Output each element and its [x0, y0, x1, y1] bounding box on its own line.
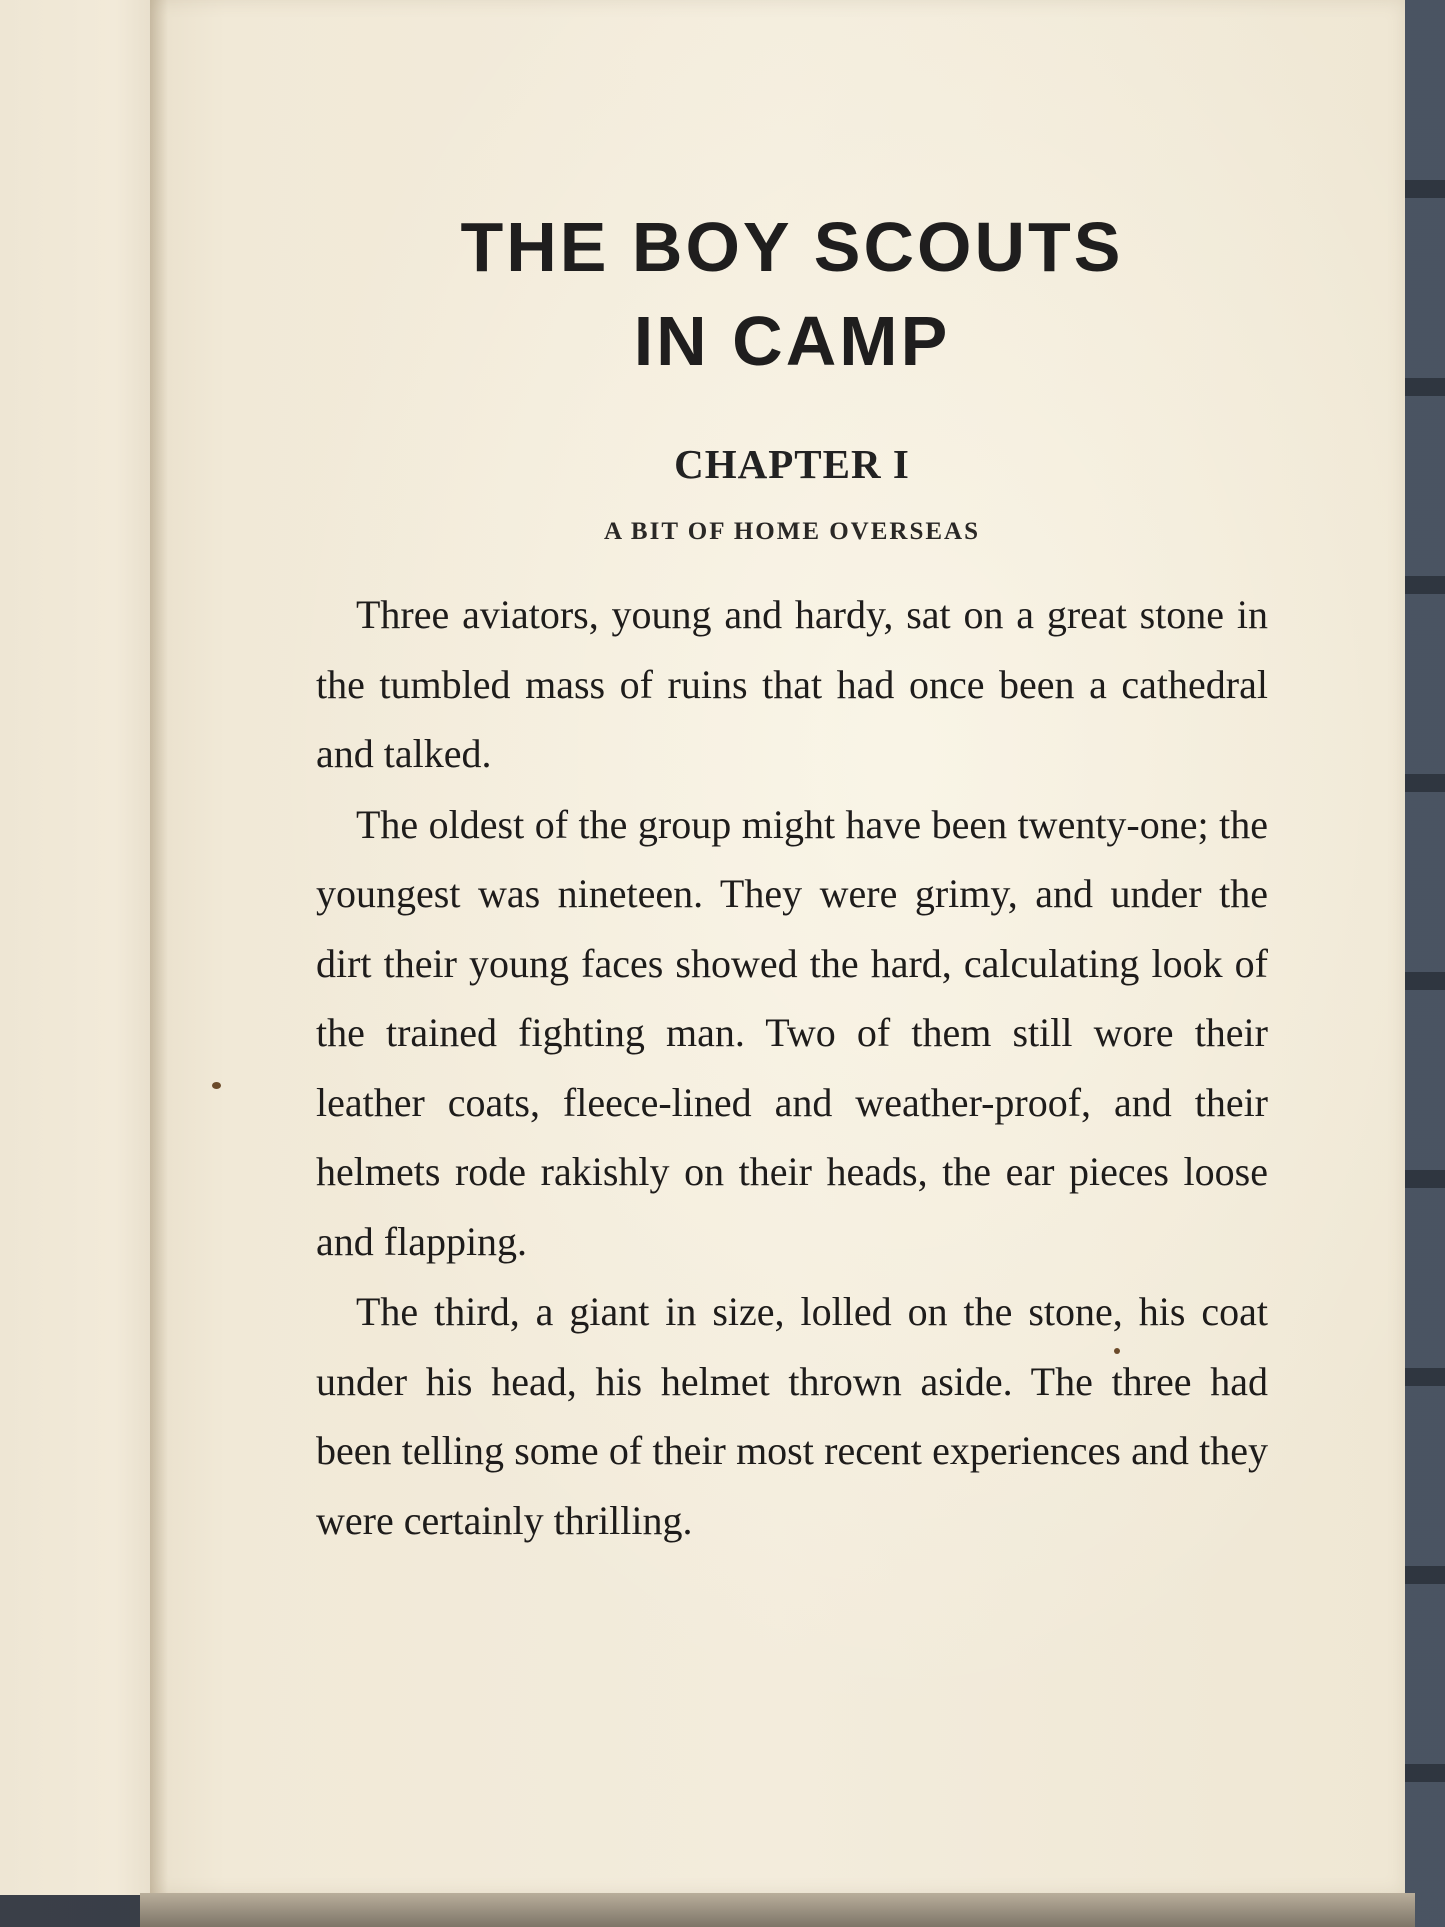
paragraph: Three aviators, young and hardy, sat on a great stone in the tumbled mass of ruins that had once been a cathedral and talked.	[316, 592, 1268, 776]
paragraph: The oldest of the group might have been twenty-one; the youngest was nineteen. They were grimy, and under the dirt their young faces showed the hard, calculating look of the trained fighting man. Two of them still wore their leather coats, fleece-lined and weather-proof, and their helmets rode rakishly on their heads, the ear pieces loose and flapping.	[316, 801, 1268, 1264]
paragraph: The third, a giant in size, lolled on the stone, his coat under his head, his helmet thrown aside. The three had been telling some of their most recent experiences and they were certainly thrilling.	[316, 1289, 1268, 1543]
ink-speck	[212, 1082, 221, 1089]
title-line-1: THE BOY SCOUTS	[460, 208, 1124, 286]
page-content	[316, 200, 1268, 1556]
gutter-shadow	[150, 0, 168, 1895]
book-title	[316, 200, 1268, 388]
chapter-heading: CHAPTER I	[674, 441, 910, 487]
page-bottom-edge	[140, 1893, 1415, 1927]
title-line-2: IN CAMP	[633, 302, 951, 380]
left-page-edge	[0, 0, 167, 1895]
body-text	[316, 580, 1268, 1555]
book-page	[150, 0, 1405, 1895]
chapter-title: A BIT OF HOME OVERSEAS	[603, 518, 981, 545]
